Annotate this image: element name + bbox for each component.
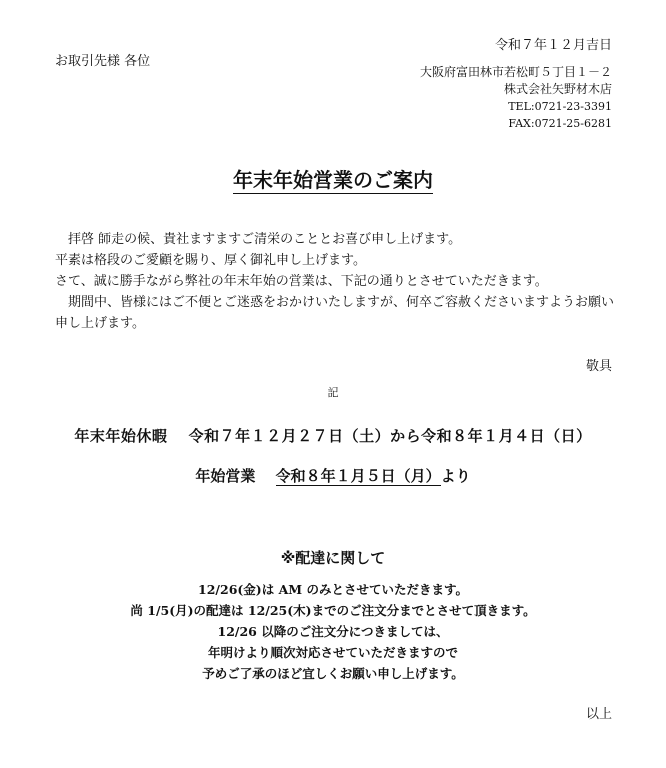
delivery-line: 12/26(金)は AM のみとさせていただきます。 [198,582,468,597]
body-paragraph: 平素は格段のご愛顧を賜り、厚く御礼申し上げます。 [55,253,366,268]
delivery-notes [0,579,666,684]
open-line [0,465,666,486]
sender-tel: TEL:0721-23-3391 [508,100,612,113]
delivery-line: 予めご了承のほど宜しくお願い申し上げます。 [202,666,464,681]
closing-ijo: 以上 [585,707,612,722]
delivery-line: 12/26 以降のご注文分につきましては、 [217,624,449,639]
holiday-period: 令和７年１２月２７日（土）から令和８年１月４日（日） [188,427,592,445]
sender-fax: FAX:0721-25-6281 [508,117,612,130]
closing-keigu: 敬具 [585,359,612,374]
sender-address: 大阪府富田林市若松町５丁目１－２ [419,65,612,79]
delivery-line: 尚 1/5(月)の配達は 12/25(木)までのご注文分までとさせて頂きます。 [130,603,536,618]
addressee: お取引先様 各位 [55,54,151,69]
delivery-line: 年明けより順次対応させていただきますので [207,645,458,660]
delivery-title: ※配達に関して [280,549,386,567]
open-date: 令和８年１月５日（月） [275,467,441,485]
sender-company: 株式会社矢野材木店 [503,82,612,96]
document-title [0,164,666,193]
holiday-label: 年末年始休暇 [74,427,168,445]
ki-marker: 記 [327,386,339,399]
open-label: 年始営業 [195,467,256,485]
holiday-line [0,425,666,446]
body-paragraph: 拝啓 師走の候、貴社ますますご清栄のこととお喜び申し上げます。 [55,232,462,247]
body-text [55,229,625,334]
document-title-text: 年末年始営業のご案内 [233,168,433,192]
body-paragraph: さて、誠に勝手ながら弊社の年末年始の営業は、下記の通りとさせていただきます。 [55,274,548,289]
body-paragraph: 期間中、皆様にはご不便とご迷惑をおかけいたしますが、何卒ご容赦くださいますようお願い申し上げます。 [55,295,615,331]
open-suffix: より [440,467,471,485]
document-date: 令和７年１２月吉日 [494,38,612,53]
sender-block [420,64,612,132]
